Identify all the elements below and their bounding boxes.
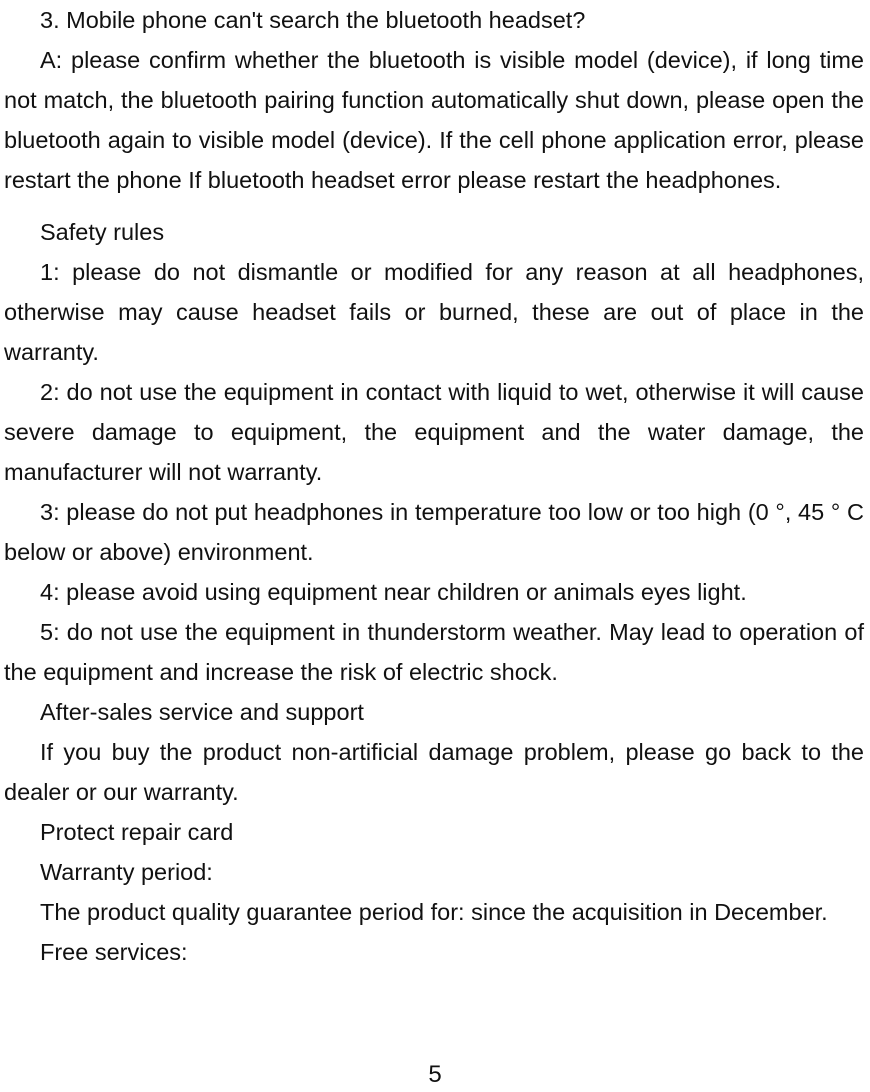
safety-rule: 4: please avoid using equipment near children or animals eyes light.	[40, 579, 747, 605]
faq-question: 3. Mobile phone can't search the bluetooth headset?	[40, 7, 586, 33]
document-page	[4, 0, 864, 972]
safety-rule: 1: please do not dismantle or modified for any reason at all headphones, otherwise may cause headset fails or burned, these are out of place in the warranty.	[4, 259, 864, 365]
warranty-period-label: Warranty period:	[40, 859, 213, 885]
repair-card-heading: Protect repair card	[40, 819, 234, 845]
guarantee-text: The product quality guarantee period for: since the acquisition in December.	[40, 899, 828, 925]
faq-answer: A: please confirm whether the bluetooth is visible model (device), if long time not match, the bluetooth pairing function automatically shut down, please open the bluetooth again to visible model (device). If the cell phone application error, please restart the phone If bluetooth headset error please restart the headphones.	[4, 47, 864, 193]
after-sales-text: If you buy the product non-artificial damage problem, please go back to the dealer or our warranty.	[4, 739, 864, 805]
safety-heading: Safety rules	[40, 219, 165, 245]
after-sales-heading: After-sales service and support	[40, 699, 364, 725]
safety-rule: 3: please do not put headphones in temperature too low or too high (0 °, 45 ° C below or above) environment.	[4, 499, 864, 565]
safety-rule: 2: do not use the equipment in contact with liquid to wet, otherwise it will cause severe damage to equipment, the equipment and the water damage, the manufacturer will not warranty.	[4, 379, 864, 485]
free-services-label: Free services:	[40, 939, 188, 965]
safety-rule: 5: do not use the equipment in thunderstorm weather. May lead to operation of the equipment and increase the risk of electric shock.	[4, 619, 864, 685]
page-number: 5	[428, 1061, 442, 1088]
